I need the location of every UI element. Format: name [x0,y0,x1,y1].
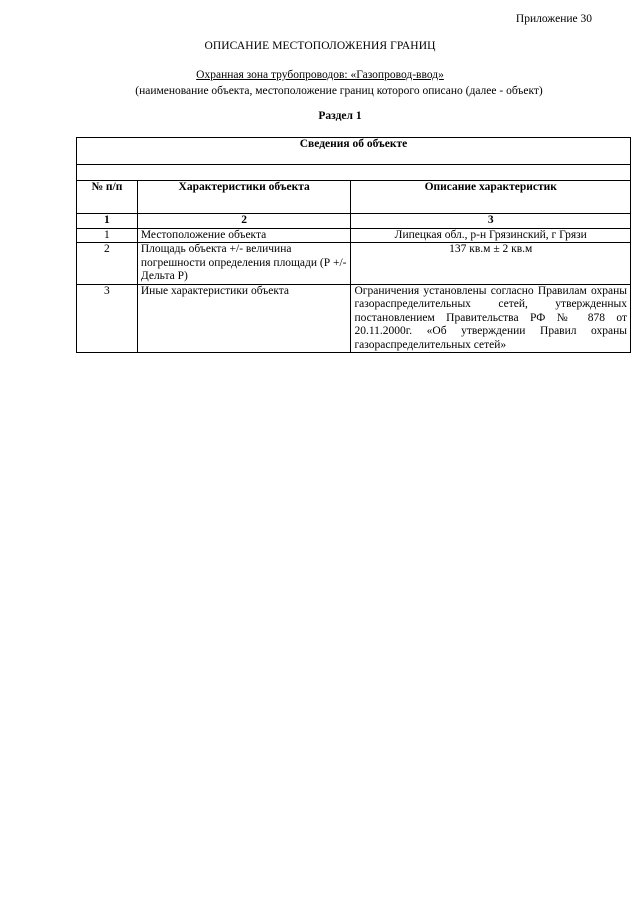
table-column-numbers-row [77,214,631,229]
table-row [77,228,631,243]
object-caption: (наименование объекта, местоположение границ которого описано (далее - объект) [135,85,543,97]
table-header-row [77,181,631,214]
header-characteristic: Характеристики объекта [137,181,351,214]
object-name: Охранная зона трубопроводов: «Газопровод-ввод» [196,69,444,81]
row-number: 3 [77,284,138,353]
row-description: Липецкая обл., р-н Грязинский, г Грязи [351,228,631,243]
table-caption: Сведения об объекте [77,138,631,165]
table-row [77,284,631,353]
document-title: ОПИСАНИЕ МЕСТОПОЛОЖЕНИЯ ГРАНИЦ [204,40,436,52]
object-name-line [0,69,640,81]
row-characteristic: Местоположение объекта [137,228,351,243]
header-number: № п/п [77,181,138,214]
table-spacer-row [77,165,631,181]
row-number: 2 [77,243,138,285]
table-spacer-cell [77,165,631,181]
column-number-3: 3 [351,214,631,229]
row-description: 137 кв.м ± 2 кв.м [351,243,631,285]
row-number: 1 [77,228,138,243]
table-caption-row [77,138,631,165]
row-characteristic: Площадь объекта +/- величина погрешности определения площади (Р +/- Дельта Р) [137,243,351,285]
row-characteristic: Иные характеристики объекта [137,284,351,353]
header-description: Описание характеристик [351,181,631,214]
section-title: Раздел 1 [318,110,362,122]
row-description: Ограничения установлены согласно Правилам охраны газораспределительных сетей, утвержденных постановлением Правительства РФ № 878 от 20.11.2000г. «Об утверждении Правил охраны газораспределительных сетей» [351,284,631,353]
table-row [77,243,631,285]
column-number-1: 1 [77,214,138,229]
object-info-table [76,137,631,353]
column-number-2: 2 [137,214,351,229]
appendix-label: Приложение 30 [515,13,592,25]
